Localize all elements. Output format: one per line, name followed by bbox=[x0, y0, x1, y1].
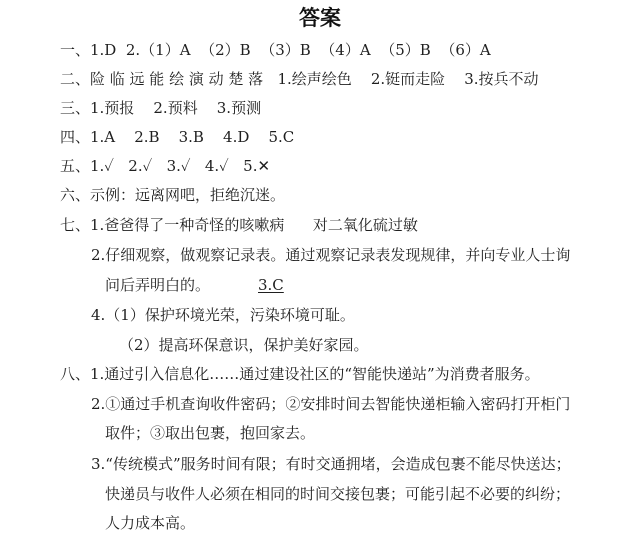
answer-section-7-item-4-line-1: 4.（1）保护环境光荣，污染环境可耻。 bbox=[91, 306, 355, 324]
answer-section-7-item-1: 七、1.爸爸得了一种奇怪的咳嗽病 对二氧化硫过敏 bbox=[60, 216, 418, 234]
answer-section-7-item-3: 3.C bbox=[258, 276, 284, 294]
answer-section-8-item-2-line-2: 取件；③取出包裹，抱回家去。 bbox=[105, 424, 316, 442]
answer-section-5: 五、1.✓ 2.✓ 3.✓ 4.✓ 5.✕ bbox=[60, 157, 271, 175]
answer-section-7-item-2-line-1: 2.仔细观察，做观察记录表。通过观察记录表发现规律，并向专业人士询 bbox=[91, 246, 571, 264]
answer-section-8-item-2-line-1: 2.①通过手机查询收件密码；②安排时间去智能快递柜输入密码打开柜门 bbox=[91, 395, 571, 413]
answer-section-8-item-3-line-2: 快递员与收件人必须在相同的时间交接包裹；可能引起不必要的纠纷； bbox=[105, 485, 571, 503]
answer-section-4: 四、1.A 2.B 3.B 4.D 5.C bbox=[60, 128, 295, 146]
answer-section-3: 三、1.预报 2.预料 3.预测 bbox=[60, 99, 262, 117]
answer-section-7-item-4-line-2: （2）提高环保意识，保护美好家园。 bbox=[119, 336, 369, 354]
page-title: 答案 bbox=[299, 5, 341, 30]
answer-section-8-item-3-line-1: 3.“传统模式”服务时间有限；有时交通拥堵，会造成包裹不能尽快送达； bbox=[91, 455, 571, 473]
answer-section-8-item-1: 八、1.通过引入信息化……通过建设社区的“智能快递站”为消费者服务。 bbox=[60, 365, 540, 383]
answer-section-1: 一、1.D 2.（1）A （2）B （3）B （4）A （5）B （6）A bbox=[60, 41, 491, 59]
answer-section-8-item-3-line-3: 人力成本高。 bbox=[105, 514, 196, 532]
answer-section-6: 六、示例：远离网吧，拒绝沉迷。 bbox=[60, 186, 286, 204]
answer-section-2: 二、险 临 远 能 绘 演 动 楚 落 1.绘声绘色 2.铤而走险 3.按兵不动 bbox=[60, 70, 539, 88]
answer-section-7-item-2-line-2: 问后弄明白的。 bbox=[105, 276, 211, 294]
